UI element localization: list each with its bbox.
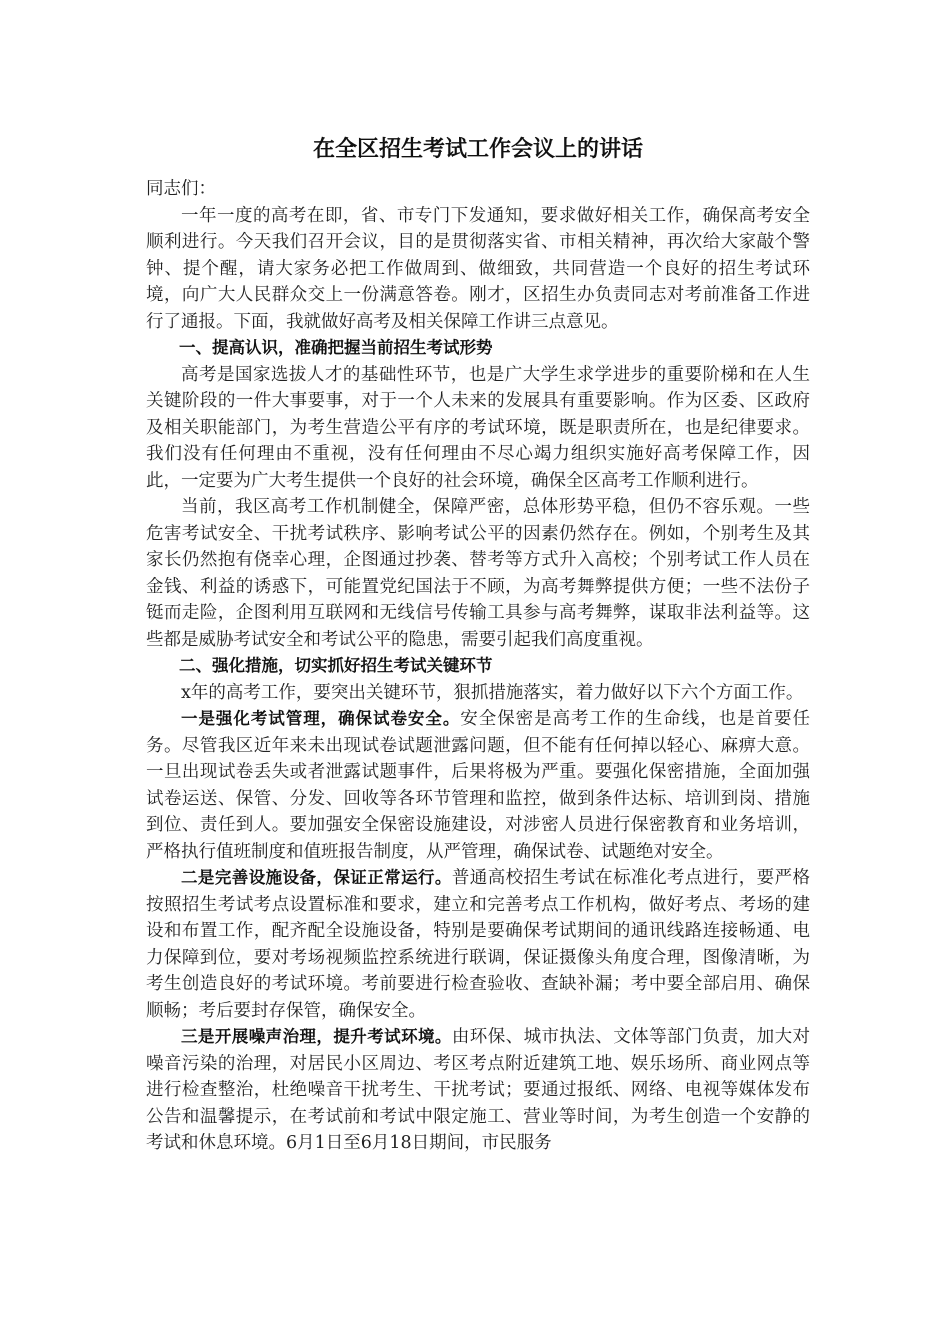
intro-paragraph: 一年一度的高考在即，省、市专门下发通知，要求做好相关工作，确保高考安全顺利进行。今天我们召开会议，目的是贯彻落实省、市相关精神，再次给大家敲个警钟、提个醒，请大家务必把工作做周到、做细致，共同营造一个良好的招生考试环境，向广大人民群众交上一份满意答卷。刚才，区招生办负责同志对考前准备工作进行了通报。下面，我就做好高考及相关保障工作讲三点意见。 [146,205,810,332]
section-1-paragraph-2: 当前，我区高考工作机制健全，保障严密，总体形势平稳，但仍不容乐观。一些危害考试安全、干扰考试秩序、影响考试公平的因素仍然存在。例如，个别考生及其家长仍然抱有侥幸心理，企图通过抄袭、替考等方式升入高校；个别考试工作人员在金钱、利益的诱惑下，可能置党纪国法于不顾，为高考舞弊提供方便；一些不法份子铤而走险，企图利用互联网和无线信号传输工具参与高考舞弊，谋取非法利益等。这些都是威胁考试安全和考试公平的隐患，需要引起我们高度重视。 [146,497,810,650]
item-3-lead: 三是开展噪声治理，提升考试环境。 [181,1027,452,1046]
section-2-item-1 [146,706,810,865]
section-2-intro: x年的高考工作，要突出关键环节，狠抓措施落实，着力做好以下六个方面工作。 [181,682,804,703]
section-1-heading: 一、提高认识，准确把握当前招生考试形势 [179,338,493,357]
document-page [146,134,810,1157]
salutation: 同志们： [146,179,216,199]
item-2-lead: 二是完善设施设备，保证正常运行。 [181,868,452,887]
item-3-text: 由环保、城市执法、文体等部门负责，加大对噪音污染的治理，对居民小区周边、考区考点附近建筑工地、娱乐场所、商业网点等进行检查整治，杜绝噪音干扰考生、干扰考试；要通过报纸、网络、电视等媒体发布公告和温馨提示，在考试前和考试中限定施工、营业等时间，为考生创造一个安静的考试和休息环境。6月1日至6月18日期间，市民服务 [146,1027,811,1153]
section-2-item-3 [146,1024,810,1157]
item-1-text: 安全保密是高考工作的生命线，也是首要任务。尽管我区近年来未出现试卷试题泄露问题，但不能有任何掉以轻心、麻痹大意。一旦出现试卷丢失或者泄露试题事件，后果将极为严重。要强化保密措施，全面加强试卷运送、保管、分发、回收等各环节管理和监控，做到条件达标、培训到岗、措施到位、责任到人。要加强安全保密设施建设，对涉密人员进行保密教育和业务培训，严格执行值班制度和值班报告制度，从严管理，确保试卷、试题绝对安全。 [146,709,811,862]
section-1-paragraph-1: 高考是国家选拔人才的基础性环节，也是广大学生求学进步的重要阶梯和在人生关键阶段的一件大事要事，对于一个人未来的发展具有重要影响。作为区委、区政府及相关职能部门，为考生营造公平有序的考试环境，既是职责所在，也是纪律要求。我们没有任何理由不重视，没有任何理由不尽心竭力组织实施好高考保障工作，因此，一定要为广大考生提供一个良好的社会环境，确保全区高考工作顺利进行。 [146,364,810,491]
document-title: 在全区招生考试工作会议上的讲话 [312,137,643,162]
section-2-heading: 二、强化措施，切实抓好招生考试关键环节 [179,656,493,675]
item-1-lead: 一是强化考试管理，确保试卷安全。 [181,709,461,728]
item-2-text: 普通高校招生考试在标准化考点进行，要严格按照招生考试考点设置标准和要求，建立和完善考点工作机构，做好考点、考场的建设和布置工作，配齐配全设施设备，特别是要确保考试期间的通讯线路连接畅通、电力保障到位，要对考场视频监控系统进行联调，保证摄像头角度合理，图像清晰，为考生创造良好的考试环境。考前要进行检查验收、查缺补漏；考中要全部启用、确保顺畅；考后要封存保管，确保安全。 [146,868,811,1021]
section-2-item-2 [146,865,810,1024]
